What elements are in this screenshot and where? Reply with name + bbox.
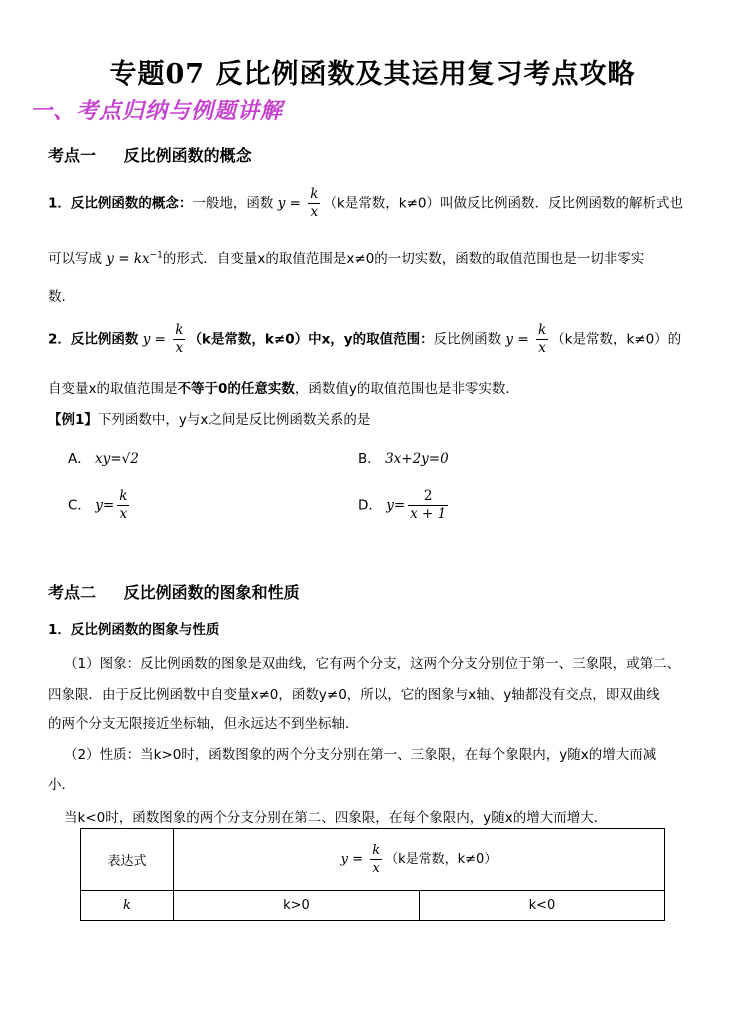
- option-d-pre: y=: [386, 497, 406, 514]
- item1-frac-den: x: [310, 204, 319, 220]
- item2-frac2-den: x: [538, 340, 546, 356]
- item3-p1a: （1）图象：反比例函数的图象是双曲线，它有两个分支，这两个分支分别位于第一、三象限，或第二、: [64, 656, 681, 672]
- option-d-den: x + 1: [410, 506, 447, 522]
- item3-p1b: 四象限．由于反比例函数中自变量x≠0，函数y≠0，所以，它的图象与x轴、y轴都没有交点，即双曲线: [48, 687, 660, 703]
- item1-line3: 数．: [48, 289, 75, 305]
- option-c-num: k: [119, 488, 128, 504]
- table-expr-note: （k是常数，k≠0）: [385, 852, 498, 867]
- kaodian-1-text: 反比例函数的概念: [123, 146, 252, 165]
- option-d-label: D．: [358, 497, 382, 514]
- option-c-fraction: [117, 488, 129, 523]
- table-row: [81, 891, 665, 921]
- item2-y2: y: [505, 331, 514, 348]
- item2-frac-num: k: [175, 322, 184, 338]
- item1-line1: [48, 186, 683, 221]
- option-b: [358, 447, 449, 467]
- item2-frac2-num: k: [537, 322, 547, 338]
- example1-text: 下列函数中，y与x之间是反比例函数关系的是: [97, 412, 371, 428]
- kaodian-1-heading: [48, 143, 252, 166]
- item2-fraction: [173, 322, 185, 357]
- item2-text-c2: 不等于0的任意实数: [177, 381, 295, 397]
- item1-eq: =: [289, 195, 301, 212]
- table-cell-k-positive: k>0: [174, 891, 420, 921]
- item2-fraction-2: [536, 322, 548, 357]
- item2-text-a: 反比例函数: [433, 331, 502, 348]
- item1-exp: −1: [149, 250, 163, 261]
- option-d-num: 2: [408, 488, 448, 506]
- kaodian-2-text: 反比例函数的图象和性质: [123, 583, 300, 602]
- option-b-label: B．: [358, 451, 381, 467]
- item2-y: y: [142, 331, 151, 348]
- item1-fraction: [308, 186, 320, 221]
- table-expr-fraction: [370, 842, 382, 877]
- item1-y: y: [277, 195, 286, 212]
- item3-heading: [48, 618, 219, 638]
- item2-line1: [48, 322, 681, 357]
- option-a-text: xy=√2: [95, 451, 139, 467]
- item1-num: 1．: [48, 195, 71, 212]
- item3-p2b: 小．: [48, 777, 75, 793]
- item1-frac-num: k: [310, 186, 319, 202]
- table-row: [81, 829, 665, 891]
- section-heading: 一、考点归纳与例题讲解: [30, 99, 284, 124]
- item3-p1c: 的两个分支无限接近坐标轴，但永远达不到坐标轴．: [48, 716, 359, 732]
- item1-line2: [48, 247, 644, 267]
- option-c-label: C．: [68, 497, 91, 514]
- item2-eq: =: [154, 331, 166, 348]
- item3-lead: 反比例函数的图象与性质: [70, 622, 220, 638]
- option-d: [358, 488, 451, 523]
- item2-lead-b: （k是常数，k≠0）中x，y的取值范围：: [188, 331, 434, 348]
- example1-stem: [48, 408, 370, 428]
- item3-p2a: （2）性质：当k>0时，函数图象的两个分支分别在第一、三象限，在每个象限内，y随x的增大而减: [64, 747, 657, 763]
- page-title: 专题07 反比例函数及其运用复习考点攻略: [109, 59, 636, 90]
- item1-text-d: 的形式．自变量x的取值范围是x≠0的一切实数，函数的取值范围也是一切非零实: [162, 251, 645, 267]
- table-expr-eq: =: [352, 852, 364, 867]
- table-cell-k-negative: k<0: [420, 891, 665, 921]
- kaodian-2-heading: [48, 580, 300, 603]
- item2-eq2: =: [517, 331, 529, 348]
- item1-lead: 反比例函数的概念：: [70, 195, 193, 212]
- item2-frac-den: x: [175, 340, 184, 356]
- item2-lead-a: 反比例函数: [70, 331, 139, 348]
- item2-text-c3: ，函数值y的取值范围也是非零实数．: [294, 381, 519, 397]
- table-header-expression: 表达式: [81, 829, 174, 891]
- item2-text-c1: 自变量x的取值范围是: [48, 381, 178, 397]
- option-c-pre: y=: [95, 497, 115, 514]
- table-expr-y: y: [340, 852, 349, 867]
- table-expression-cell: [174, 829, 665, 891]
- option-c-den: x: [119, 506, 128, 522]
- kaodian-2-label: 考点二: [48, 583, 97, 602]
- option-a: [68, 447, 139, 467]
- item3-num: 1．: [48, 622, 71, 638]
- item1-text-b: （k是常数，k≠0）叫做反比例函数．反比例函数的解析式也: [323, 195, 683, 212]
- item2-line2: [48, 377, 519, 397]
- example1-label: 【例1】: [48, 412, 98, 428]
- item1-text-c: 可以写成: [48, 251, 102, 267]
- option-c: [68, 488, 132, 523]
- item2-text-b: （k是常数，k≠0）的: [551, 331, 682, 348]
- option-a-label: A．: [68, 451, 91, 467]
- table-cell-k: k: [81, 891, 174, 921]
- table-expr-num: k: [372, 843, 381, 858]
- item1-text-a: 一般地，函数: [192, 195, 274, 212]
- option-d-fraction: [408, 488, 448, 523]
- table-expr-den: x: [372, 861, 380, 876]
- item3-p3: 当k<0时，函数图象的两个分支分别在第二、四象限，在每个象限内，y随x的增大而增大．: [64, 810, 608, 826]
- item1-form: y = kx: [106, 251, 150, 267]
- option-b-text: 3x+2y=0: [385, 451, 449, 467]
- properties-table: [80, 828, 665, 921]
- item2-num: 2．: [48, 331, 71, 348]
- kaodian-1-label: 考点一: [48, 146, 97, 165]
